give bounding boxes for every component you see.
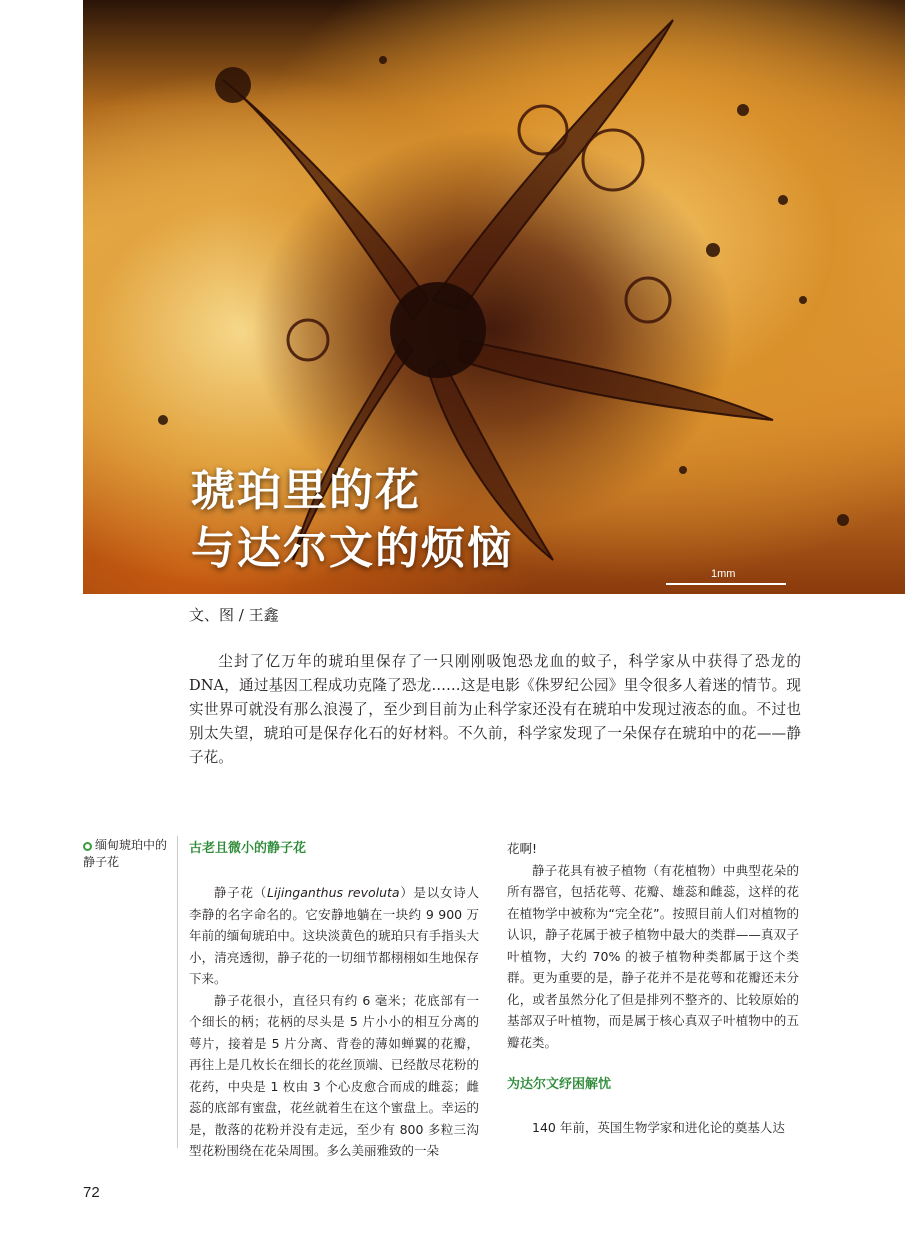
right-paragraph-1: 静子花具有被子植物（有花植物）中典型花朵的所有器官，包括花萼、花瓣、雄蕊和雌蕊，这样的花在植物学中被称为“完全花”。按照目前人们对植物的认识，静子花属于被子植物中最大的类群——真双子叶植物，大约 70% 的被子植物种类都属于这个类群。更为重要的是，静子花并不是花萼和花瓣还未分化，或者虽然分化了但是排列不整齐的、比较原始的基部双子叶植物，而是属于核心真双子叶植物中的五瓣花类。 xyxy=(507,862,799,1050)
scale-bar xyxy=(666,583,786,585)
hero-photo xyxy=(83,0,905,594)
photo-caption xyxy=(83,837,170,871)
column-divider xyxy=(177,836,178,1148)
caption-bullet-icon xyxy=(83,842,92,851)
left-paragraph-1 xyxy=(189,882,479,990)
right-paragraph-0: 花啊! xyxy=(507,841,538,856)
intro-paragraph: 尘封了亿万年的琥珀里保存了一只刚刚吸饱恐龙血的蚊子，科学家从中获得了恐龙的DNA，通过基因工程成功克隆了恐龙……这是电影《侏罗纪公园》里令很多人着迷的情节。现实世界可就没有那么浪漫了，至少到目前为止科学家还没有在琥珀中发现过液态的血。不过也别太失望，琥珀可是保存化石的好材料。不久前，科学家发现了一朵保存在琥珀中的花——静子花。 xyxy=(189,653,801,766)
page-number: 72 xyxy=(83,1184,100,1201)
latin-name: Lijinganthus revoluta xyxy=(266,885,400,900)
left-column xyxy=(189,838,479,1162)
caption-line-1: 缅甸琥珀中的 xyxy=(95,838,168,852)
byline: 文、图 / 王鑫 xyxy=(189,606,279,624)
title-line-1: 琥珀里的花 xyxy=(191,465,421,516)
left-p1-text-a: 静子花（ xyxy=(214,885,267,900)
section-heading-1: 古老且微小的静子花 xyxy=(189,841,307,856)
right-column xyxy=(507,838,799,1139)
section-heading-2: 为达尔文纾困解忧 xyxy=(507,1077,612,1092)
caption-line-2: 静子花 xyxy=(83,855,120,869)
left-paragraph-2: 静子花很小，直径只有约 6 毫米；花底部有一个细长的柄；花柄的尽头是 5 片小小的相互分离的萼片，接着是 5 片分离、背卷的薄如蝉翼的花瓣，再往上是几枚长在细长的花丝顶端、已经散尽花粉的花药，中央是 1 枚由 3 个心皮愈合而成的雌蕊；雌蕊的底部有蜜盘，花丝就着生在这个蜜盘上。幸运的是，散落的花粉并没有走远，至少有 800 多粒三沟型花粉围绕在花朵周围。多么美丽雅致的一朵 xyxy=(189,992,479,1158)
scale-bar-label: 1mm xyxy=(711,568,736,580)
title-line-2: 与达尔文的烦恼 xyxy=(191,523,513,574)
article-title xyxy=(191,462,513,578)
right-paragraph-2: 140 年前，英国生物学家和进化论的奠基人达 xyxy=(532,1120,785,1135)
left-p1-text-b: ）是以女诗人李静的名字命名的。它安静地躺在一块约 9 900 万年前的缅甸琥珀中。这块淡黄色的琥珀只有手指头大小，清亮透彻，静子花的一切细节都栩栩如生地保存下来。 xyxy=(189,885,479,986)
